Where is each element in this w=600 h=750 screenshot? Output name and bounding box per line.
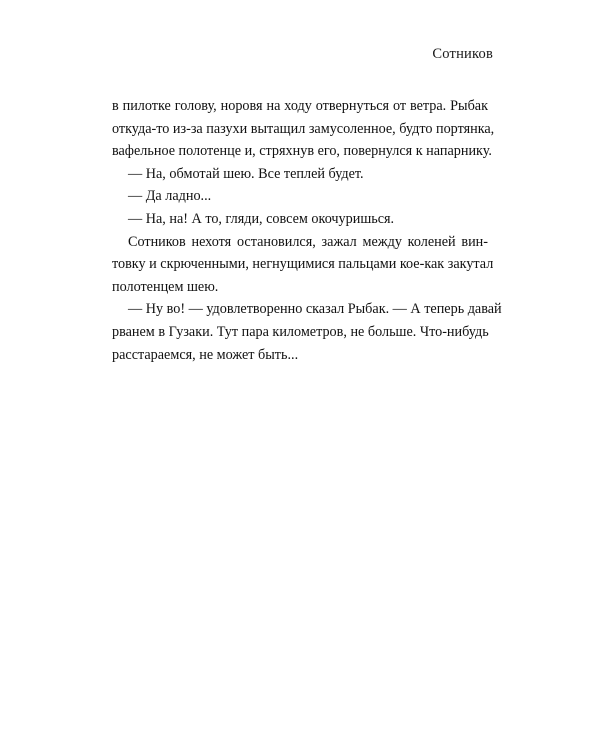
text-line: в пилотке голову, норовя на ходу отвернуться от ветра. Рыбак [112, 98, 488, 114]
text-line: Сотников нехотя остановился, зажал между коленей вин- [128, 233, 488, 250]
text-line: — Да ладно... [128, 188, 212, 205]
text-line: вафельное полотенце и, стряхнув его, повернулся к напарнику. [112, 143, 492, 160]
text-line: — На, на! А то, гляди, совсем окочуришься. [128, 210, 395, 227]
running-header: Сотников [432, 46, 493, 62]
text-line: откуда-то из-за пазухи вытащил замусоленное, будто портянка, [112, 120, 495, 137]
text-line: полотенцем шею. [112, 278, 219, 295]
text-line: товку и скрюченными, негнущимися пальцами кое-как закутал [112, 256, 494, 273]
text-line: рванем в Гузаки. Тут пара километров, не больше. Что-нибудь [112, 323, 489, 340]
text-line: — На, обмотай шею. Все теплей будет. [128, 165, 364, 182]
text-line: расстараемся, не может быть... [112, 346, 299, 363]
body-text [112, 95, 502, 366]
text-line: — Ну во! — удовлетворенно сказал Рыбак. — А теперь давай [128, 301, 502, 318]
